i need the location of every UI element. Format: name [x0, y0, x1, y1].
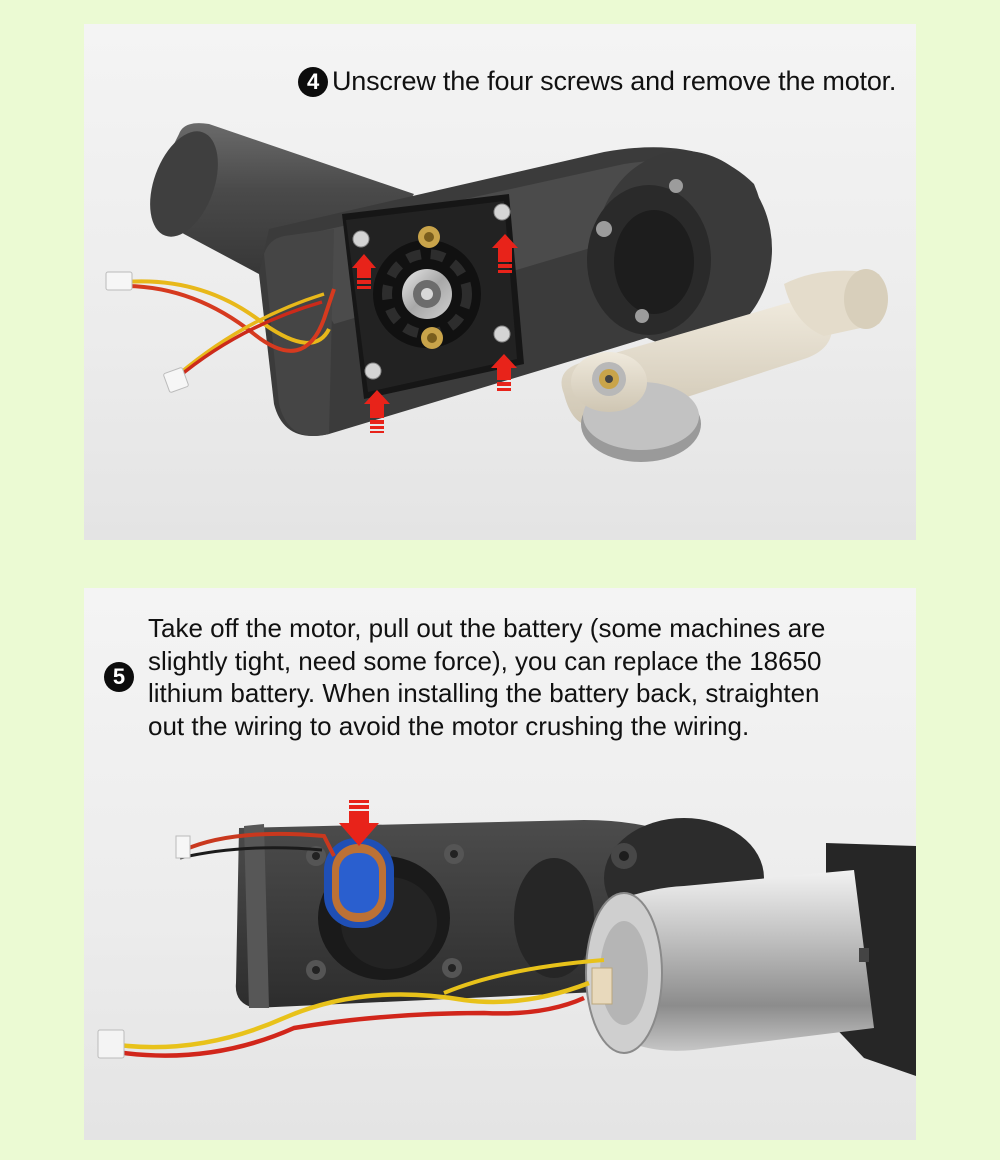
step-4-badge: 4 — [298, 67, 328, 97]
step-5-line: lithium battery. When installing the battery back, straighten — [148, 678, 820, 708]
step-4-panel — [84, 24, 916, 540]
step-4-photo — [84, 24, 916, 540]
step-5-text — [148, 612, 825, 742]
step-5-badge: 5 — [104, 662, 134, 692]
step-5-line: slightly tight, need some force), you can replace the 18650 — [148, 645, 822, 676]
step-5-caption — [104, 612, 904, 742]
step-5-line: out the wiring to avoid the motor crushing the wiring. — [148, 710, 750, 741]
step-5-line: Take off the motor, pull out the battery (some machines are — [148, 613, 826, 643]
step-5-panel — [84, 588, 916, 1140]
step-4-caption — [298, 66, 896, 97]
step-4-text: Unscrew the four screws and remove the motor. — [332, 66, 897, 96]
